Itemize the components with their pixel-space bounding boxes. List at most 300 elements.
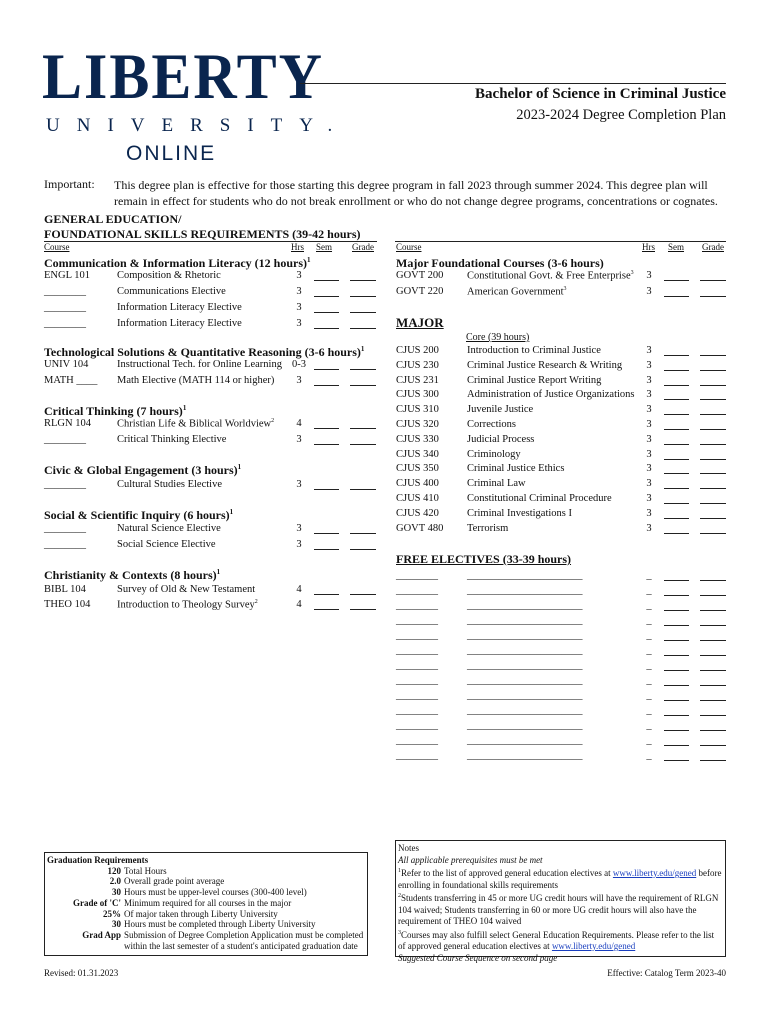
semester-blank[interactable] [664, 720, 689, 731]
revised-date: Revised: 01.31.2023 [44, 968, 119, 978]
requirement-value: Total Hours [124, 865, 167, 876]
major-col-header-course: Course [396, 242, 422, 252]
course-code: CJUS 320 [396, 419, 439, 430]
grade-blank[interactable] [700, 478, 726, 489]
course-title [467, 404, 533, 415]
semester-blank[interactable] [314, 479, 339, 490]
graduation-requirement [47, 898, 365, 909]
semester-blank[interactable] [664, 705, 689, 716]
semester-blank[interactable] [664, 493, 689, 504]
col-header-grade: Grade [352, 242, 374, 252]
requirement-key: 120 [107, 865, 121, 876]
notes-prereq: All applicable prerequisites must be met [398, 854, 543, 865]
semester-blank[interactable] [664, 570, 689, 581]
course-title [467, 286, 567, 298]
grade-blank[interactable] [700, 345, 726, 356]
course-title [117, 302, 242, 313]
section-title-text: Civic & Global Engagement (3 hours) [44, 463, 238, 477]
semester-blank[interactable] [664, 449, 689, 460]
course-hours: 3 [646, 507, 652, 519]
grade-blank[interactable] [350, 318, 376, 329]
grade-blank[interactable] [700, 750, 726, 761]
course-hours: 3 [296, 375, 302, 386]
free-elective-course-blank[interactable]: ________ [396, 585, 438, 596]
effective-term: Effective: Catalog Term 2023-40 [607, 968, 726, 978]
free-elective-title-blank[interactable]: ______________________ [467, 615, 583, 626]
course-code: GOVT 200 [396, 270, 444, 281]
free-elective-course-blank[interactable]: ________ [396, 675, 438, 686]
course-hours: 3 [646, 433, 652, 445]
requirement-value: within the last semester of a student's anticipated graduation date [124, 940, 358, 951]
notes-suggested-sequence: Suggested Course Sequence on second page [398, 952, 558, 963]
course-title [467, 463, 564, 474]
semester-blank[interactable] [664, 690, 689, 701]
course-title-text: Judicial Process [467, 433, 535, 445]
footnote-marker: 1 [216, 568, 221, 576]
free-elective-hours-blank[interactable]: _ [646, 720, 652, 731]
free-elective-title-blank[interactable]: ______________________ [467, 645, 583, 656]
grade-blank[interactable] [350, 418, 376, 429]
free-elective-hours-blank[interactable]: _ [646, 675, 652, 686]
semester-blank[interactable] [664, 735, 689, 746]
course-title [117, 375, 274, 386]
footnote-marker: 1 [237, 463, 242, 471]
course-row [44, 523, 377, 538]
requirement-value: Hours must be completed through Liberty University [124, 919, 316, 930]
semester-blank[interactable] [664, 434, 689, 445]
grade-blank[interactable] [350, 539, 376, 550]
course-code: GOVT 220 [396, 286, 444, 297]
requirement-key: Grade of 'C' [73, 897, 121, 908]
free-elective-course-blank[interactable]: ________ [396, 660, 438, 671]
semester-blank[interactable] [664, 404, 689, 415]
important-label: Important: [44, 177, 95, 191]
free-elective-title-blank[interactable]: ______________________ [467, 720, 583, 731]
grade-blank[interactable] [700, 286, 726, 297]
course-row [44, 599, 377, 614]
course-hours: 3 [646, 419, 652, 430]
course-row [396, 463, 727, 478]
course-title-text: Criminal Justice Research & Writing [467, 359, 623, 371]
semester-blank[interactable] [664, 675, 689, 686]
course-title [117, 479, 222, 490]
page-subtitle: 2023-2024 Degree Completion Plan [516, 107, 726, 123]
course-hours: 3 [646, 522, 652, 534]
semester-blank[interactable] [314, 418, 339, 429]
free-elective-row [396, 735, 727, 750]
course-title [117, 523, 221, 534]
footnote-marker: 3 [563, 286, 567, 292]
course-title-text: Composition & Rhetoric [117, 270, 221, 281]
course-hours: 3 [646, 493, 652, 504]
grade-blank[interactable] [700, 585, 726, 596]
course-title-text: Constitutional Criminal Procedure [467, 493, 612, 504]
note-1-text-b: before enrolling in foundational skills requirements [398, 868, 722, 890]
grade-blank[interactable] [700, 463, 726, 474]
course-title-text: Introduction to Theology Survey [117, 599, 255, 611]
course-code: ________ [44, 539, 86, 550]
course-title [117, 418, 274, 430]
requirement-value: Minimum required for all courses in the major [124, 897, 292, 908]
free-elective-row [396, 675, 727, 690]
free-elective-course-blank[interactable]: ________ [396, 720, 438, 731]
free-elective-title-blank[interactable]: ______________________ [467, 600, 583, 611]
note-3: $^3$Courses may also fulfill select General Education Requirements. Please refer to the list of approved general education electives at www.liberty.edu/gened [398, 929, 715, 951]
grade-blank[interactable] [350, 523, 376, 534]
semester-blank[interactable] [314, 599, 339, 610]
course-title [117, 286, 226, 297]
grade-blank[interactable] [350, 479, 376, 490]
grade-blank[interactable] [700, 735, 726, 746]
course-title-text: Terrorism [467, 522, 509, 534]
course-title-text: Corrections [467, 419, 516, 430]
course-row [396, 508, 727, 523]
course-title-text: Natural Science Elective [117, 523, 221, 534]
requirement-value: Hours must be upper-level courses (300-400 level) [124, 887, 307, 898]
semester-blank[interactable] [314, 523, 339, 534]
free-elective-title-blank[interactable]: ______________________ [467, 660, 583, 671]
course-hours: 3 [646, 463, 652, 475]
course-title [467, 270, 634, 282]
grade-blank[interactable] [700, 675, 726, 686]
graduation-requirements-heading: Graduation Requirements [47, 855, 149, 865]
section-title-text: Christianity & Contexts (8 hours) [44, 568, 217, 582]
free-elective-course-blank[interactable]: ________ [396, 750, 438, 761]
note-3-text: Courses may also fulfill select General Education Requirements. Please refer to the list of approved general education electives at [398, 929, 715, 951]
course-title-text: Information Literacy Elective [117, 318, 242, 329]
grade-blank[interactable] [700, 508, 726, 519]
gen-ed-heading [44, 212, 361, 242]
gen-ed-section-title [44, 568, 220, 583]
semester-blank[interactable] [314, 318, 339, 329]
course-code: CJUS 420 [396, 507, 439, 519]
footnote-marker: 2 [271, 418, 275, 424]
course-hours: 4 [296, 584, 302, 595]
note-2: $^2$Students transferring in 45 or more UG credit hours will have the requirement of RLGN 104 waived; Students transferring in 60 or more UG credit hours will also have the requirement of THEO 104 waived [398, 893, 719, 926]
graduation-requirement [47, 876, 365, 887]
semester-blank[interactable] [314, 302, 339, 313]
semester-blank[interactable] [664, 630, 689, 641]
semester-blank[interactable] [664, 615, 689, 626]
free-elective-hours-blank[interactable]: _ [646, 630, 652, 641]
gen-ed-section-title [44, 463, 241, 478]
course-row [44, 270, 377, 285]
course-row [396, 360, 727, 375]
semester-blank[interactable] [314, 434, 339, 445]
col-header-hrs: Hrs [291, 242, 304, 252]
requirement-key: 30 [112, 887, 121, 898]
major-foundational-title: Major Foundational Courses (3-6 hours) [396, 256, 604, 270]
grade-blank[interactable] [350, 302, 376, 313]
notes-heading: Notes [398, 843, 419, 853]
graduation-requirement [47, 930, 365, 941]
course-hours: 3 [646, 270, 652, 281]
free-elective-row [396, 660, 727, 675]
free-elective-course-blank[interactable]: ________ [396, 630, 438, 641]
university-wordmark: UNIVERSITY. [46, 115, 350, 136]
grade-blank[interactable] [700, 389, 726, 400]
course-row [44, 418, 377, 433]
grade-blank[interactable] [700, 493, 726, 504]
semester-blank[interactable] [664, 345, 689, 356]
semester-blank[interactable] [314, 270, 339, 281]
grade-blank[interactable] [700, 449, 726, 460]
semester-blank[interactable] [664, 389, 689, 400]
graduation-requirement [47, 941, 365, 952]
free-elective-course-blank[interactable]: ________ [396, 735, 438, 746]
course-code: CJUS 300 [396, 389, 439, 401]
free-elective-hours-blank[interactable]: _ [646, 690, 652, 701]
course-code: CJUS 230 [396, 359, 439, 371]
note-2-text: Students transferring in 45 or more UG credit hours will have the requirement of RLGN 104 waived; Students transferring in 60 or more UG credit hours will also have the requirement of THEO 104 waived [398, 893, 719, 926]
free-elective-course-blank[interactable]: ________ [396, 570, 438, 581]
course-code: CJUS 310 [396, 404, 439, 416]
course-code: ________ [44, 302, 86, 313]
course-row [396, 286, 727, 301]
course-row [44, 318, 377, 333]
grade-blank[interactable] [700, 570, 726, 581]
grade-blank[interactable] [350, 270, 376, 281]
course-code: RLGN 104 [44, 418, 91, 429]
important-text: This degree plan is effective for those starting this degree program in fall 2023 through summer 2024. This degree plan will remain in effect for students who do not break enrollment or who do not change degree programs, concentrations or cognates. [114, 178, 718, 208]
free-elective-row [396, 630, 727, 645]
course-hours: 3 [646, 374, 652, 386]
course-row [396, 523, 727, 538]
major-col-header-grade: Grade [702, 242, 724, 252]
free-elective-course-blank[interactable]: ________ [396, 600, 438, 611]
free-electives-title: FREE ELECTIVES (33-39 hours) [396, 552, 572, 566]
course-code: ________ [44, 434, 86, 445]
course-row [396, 389, 727, 404]
grade-blank[interactable] [700, 645, 726, 656]
grade-blank[interactable] [700, 720, 726, 731]
course-row [44, 359, 377, 374]
free-elective-course-blank[interactable]: ________ [396, 615, 438, 626]
semester-blank[interactable] [664, 463, 689, 474]
free-elective-hours-blank[interactable]: _ [646, 600, 652, 611]
course-title-text: Criminal Justice Report Writing [467, 374, 602, 386]
course-title [117, 359, 282, 370]
course-title [117, 434, 226, 445]
free-elective-title-blank[interactable]: ______________________ [467, 585, 583, 596]
grade-blank[interactable] [350, 599, 376, 610]
graduation-requirement [47, 887, 365, 898]
free-elective-hours-blank[interactable]: _ [646, 585, 652, 596]
course-title-text: Instructional Tech. for Online Learning [117, 359, 282, 370]
free-elective-title-blank[interactable]: ______________________ [467, 630, 583, 641]
course-title [467, 434, 534, 445]
free-elective-hours-blank[interactable]: _ [646, 735, 652, 746]
semester-blank[interactable] [314, 375, 339, 386]
gen-ed-section-title [44, 508, 233, 523]
course-title [117, 539, 216, 550]
course-title [467, 523, 508, 534]
course-code: CJUS 340 [396, 448, 439, 460]
gen-ed-heading-line1: GENERAL EDUCATION/ [44, 212, 182, 226]
free-elective-row [396, 705, 727, 720]
course-hours: 4 [296, 599, 302, 610]
grade-blank[interactable] [700, 630, 726, 641]
free-elective-title-blank[interactable]: ______________________ [467, 750, 583, 761]
course-title-text: Cultural Studies Elective [117, 479, 222, 490]
course-code: ENGL 101 [44, 270, 90, 281]
course-row [396, 434, 727, 449]
page-title: Bachelor of Science in Criminal Justice [475, 86, 726, 102]
grade-blank[interactable] [700, 690, 726, 701]
grade-blank[interactable] [350, 584, 376, 595]
free-elective-row [396, 750, 727, 765]
course-row [396, 375, 727, 390]
graduation-requirements-list [47, 866, 365, 952]
course-code: ________ [44, 523, 86, 534]
footnote-marker: 3 [630, 270, 634, 276]
semester-blank[interactable] [664, 375, 689, 386]
course-code: CJUS 200 [396, 345, 439, 356]
course-title [467, 449, 521, 460]
grade-blank[interactable] [700, 270, 726, 281]
course-title [467, 493, 612, 504]
semester-blank[interactable] [664, 419, 689, 430]
semester-blank[interactable] [314, 539, 339, 550]
requirement-key: 30 [112, 919, 121, 930]
gen-ed-heading-line2: FOUNDATIONAL SKILLS REQUIREMENTS (39-42 hours) [44, 227, 361, 241]
course-hours: 3 [646, 359, 652, 371]
free-elective-course-blank[interactable]: ________ [396, 705, 438, 716]
free-elective-title-blank[interactable]: ______________________ [467, 570, 583, 581]
course-hours: 3 [646, 345, 652, 356]
course-title [117, 584, 255, 595]
free-elective-title-blank[interactable]: ______________________ [467, 735, 583, 746]
course-hours: 3 [296, 539, 302, 550]
gen-ed-section-title [44, 345, 364, 360]
grade-blank[interactable] [700, 360, 726, 371]
semester-blank[interactable] [314, 584, 339, 595]
course-title [117, 318, 242, 329]
grade-blank[interactable] [350, 359, 376, 370]
grade-blank[interactable] [700, 419, 726, 430]
course-row [396, 404, 727, 419]
course-code: ________ [44, 318, 86, 329]
free-elective-hours-blank[interactable]: _ [646, 645, 652, 656]
course-hours: 0-3 [292, 359, 306, 370]
free-elective-hours-blank[interactable]: _ [646, 570, 652, 581]
grade-blank[interactable] [350, 286, 376, 297]
course-row [396, 478, 727, 493]
free-elective-title-blank[interactable]: ______________________ [467, 690, 583, 701]
grade-blank[interactable] [700, 600, 726, 611]
free-elective-row [396, 585, 727, 600]
section-title-text: Social & Scientific Inquiry (6 hours) [44, 508, 230, 522]
course-code: THEO 104 [44, 599, 91, 610]
title-divider [300, 83, 726, 84]
free-elective-hours-blank[interactable]: _ [646, 705, 652, 716]
semester-blank[interactable] [664, 645, 689, 656]
course-row [396, 419, 727, 434]
semester-blank[interactable] [664, 360, 689, 371]
semester-blank[interactable] [664, 508, 689, 519]
course-code: ________ [44, 286, 86, 297]
footnote-marker: 1 [182, 404, 187, 412]
gened-link-2[interactable]: www.liberty.edu/gened [551, 941, 636, 951]
free-elective-hours-blank[interactable]: _ [646, 750, 652, 761]
course-title-text: Social Science Elective [117, 539, 216, 550]
semester-blank[interactable] [664, 478, 689, 489]
grade-blank[interactable] [700, 615, 726, 626]
notes-box [395, 840, 726, 963]
course-row [396, 345, 727, 360]
online-wordmark: ONLINE [126, 142, 217, 165]
course-hours: 3 [646, 404, 652, 416]
note-1: $^1$Refer to the list of approved general education electives at www.liberty.edu/gened before enrolling in foundational skills requirements [398, 868, 722, 890]
requirement-value: Of major taken through Liberty University [124, 908, 278, 919]
semester-blank[interactable] [664, 270, 689, 281]
grade-blank[interactable] [700, 434, 726, 445]
course-row [44, 584, 377, 599]
course-code: CJUS 400 [396, 478, 439, 490]
semester-blank[interactable] [664, 286, 689, 297]
course-code: CJUS 410 [396, 493, 439, 504]
free-elective-row [396, 720, 727, 735]
course-title-text: Critical Thinking Elective [117, 434, 227, 445]
course-row [44, 302, 377, 317]
course-title-text: Math Elective (MATH 114 or higher) [117, 375, 275, 386]
semester-blank[interactable] [664, 523, 689, 534]
course-code: UNIV 104 [44, 359, 89, 370]
footnote-marker: 1 [229, 508, 234, 516]
semester-blank[interactable] [664, 585, 689, 596]
semester-blank[interactable] [664, 600, 689, 611]
course-code: CJUS 330 [396, 433, 439, 445]
course-title [467, 375, 601, 386]
course-hours: 3 [296, 302, 302, 313]
free-elective-title-blank[interactable]: ______________________ [467, 705, 583, 716]
free-elective-course-blank[interactable]: ________ [396, 690, 438, 701]
course-row [44, 434, 377, 449]
course-hours: 3 [646, 286, 652, 297]
course-hours: 3 [646, 389, 652, 401]
grade-blank[interactable] [700, 523, 726, 534]
course-title [467, 508, 572, 519]
grade-blank[interactable] [350, 434, 376, 445]
semester-blank[interactable] [314, 286, 339, 297]
col-header-course: Course [44, 242, 70, 252]
course-hours: 3 [296, 479, 302, 490]
free-elective-title-blank[interactable]: ______________________ [467, 675, 583, 686]
course-hours: 3 [296, 434, 302, 445]
free-elective-course-blank[interactable]: ________ [396, 645, 438, 656]
course-row [396, 449, 727, 464]
semester-blank[interactable] [664, 750, 689, 761]
free-elective-hours-blank[interactable]: _ [646, 615, 652, 626]
semester-blank[interactable] [664, 660, 689, 671]
course-title-text: Administration of Justice Organizations [467, 389, 635, 401]
course-title [467, 419, 516, 430]
grade-blank[interactable] [700, 660, 726, 671]
semester-blank[interactable] [314, 359, 339, 370]
graduation-requirements-box [44, 852, 368, 956]
grade-blank[interactable] [700, 404, 726, 415]
grade-blank[interactable] [700, 375, 726, 386]
gened-link-1[interactable]: www.liberty.edu/gened [612, 868, 697, 878]
free-elective-hours-blank[interactable]: _ [646, 660, 652, 671]
col-header-sem: Sem [316, 242, 333, 252]
course-code: CJUS 231 [396, 374, 439, 386]
grade-blank[interactable] [700, 705, 726, 716]
course-title [117, 270, 221, 281]
grade-blank[interactable] [350, 375, 376, 386]
free-elective-row [396, 615, 727, 630]
course-code: GOVT 480 [396, 522, 444, 534]
